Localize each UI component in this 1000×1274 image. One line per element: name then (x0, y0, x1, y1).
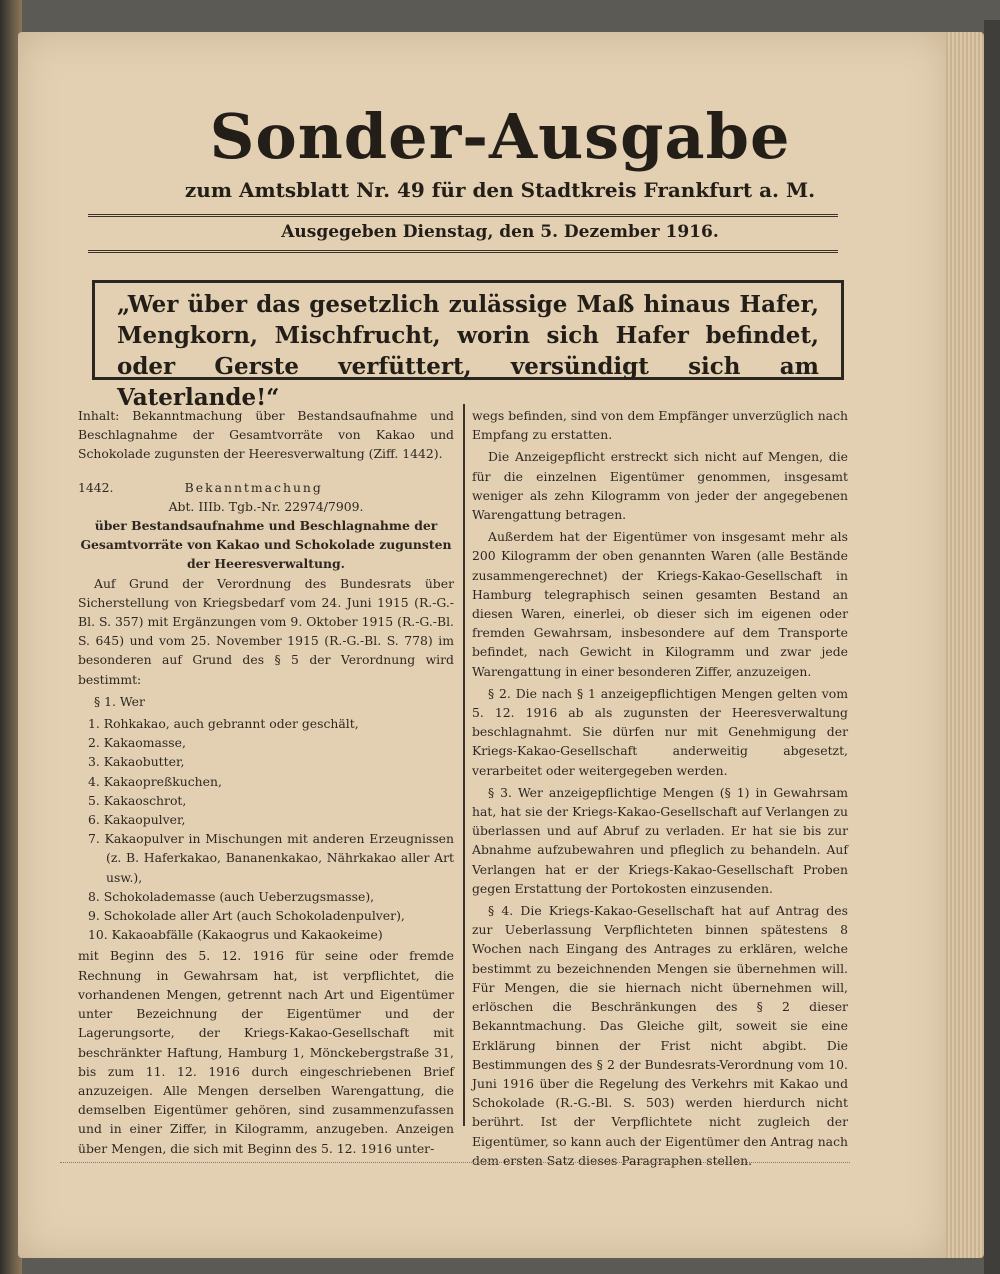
goods-list (78, 714, 454, 944)
double-rule-top (88, 214, 838, 217)
page-edges (946, 32, 984, 1258)
list-item: 3. Kakaobutter, (88, 754, 185, 770)
section-1-lead: § 1. Wer (94, 693, 145, 709)
notice-intro: Auf Grund der Verordnung des Bundesrats über Sicherstellung von Kriegsbedarf vom 24. Juni 1915 (R.-G.-Bl. S. 357) mit Ergänzungen vom 9. Oktober 1915 (R.-G.-Bl. S. 645) und vom 25. November 1915 (R.-G.-Bl. S. 778) im besonderen auf Grund des § 5 der Verordnung wird bestimmt: (78, 575, 454, 687)
contents-summary: Inhalt: Bekanntmachung über Bestandsaufnahme und Beschlagnahme der Gesamtvorräte von Kakao und Schokolade zugunsten der Heeresverwaltung (Ziff. 1442). (78, 408, 454, 462)
list-item: 8. Schokolademasse (auch Ueberzugsmasse), (88, 888, 375, 904)
left-column (78, 406, 454, 1161)
right-column (472, 406, 848, 1173)
book-cover-edge (984, 20, 1000, 1274)
notice-subject: über Bestandsaufnahme und Beschlagnahme der Gesamtvorräte von Kakao und Schokolade zugunsten der Heeresverwaltung. (80, 518, 452, 572)
paragraph: wegs befinden, sind von dem Empfänger unverzüglich nach Empfang zu erstatten. (472, 408, 848, 443)
list-item: 4. Kakaopreßkuchen, (88, 773, 222, 789)
list-item: 9. Schokolade aller Art (auch Schokoladenpulver), (88, 908, 405, 924)
masthead-title: Sonder-Ausgabe (209, 100, 791, 173)
section-2: § 2. Die nach § 1 anzeigepflichtigen Mengen gelten vom 5. 12. 1916 ab als zugunsten der Heeresverwaltung beschlagnahmt. Sie dürfen nur mit Genehmigung der Kriegs-Kakao-Gesellschaft anderweitig abgesetzt, verarbeitet oder weitergegeben werden. (472, 685, 848, 778)
double-rule-bottom (88, 250, 838, 253)
list-item: 10. Kakaoabfälle (Kakaogrus und Kakaokeime) (88, 927, 383, 943)
list-item: 7. Kakaopulver in Mischungen mit anderen Erzeugnissen (z. B. Haferkakao, Bananenkakao, Nährkakao aller Art usw.), (88, 831, 454, 885)
list-item: 2. Kakaomasse, (88, 735, 186, 751)
issue-date: Ausgegeben Dienstag, den 5. Dezember 1916. (281, 222, 719, 242)
section-3: § 3. Wer anzeigepflichtige Mengen (§ 1) in Gewahrsam hat, hat sie der Kriegs-Kakao-Gesellschaft auf Verlangen zu überlassen und auf Abruf zu verladen. Er hat sie bis zur Abnahme aufzubewahren und pfleglich zu behandeln. Auf Verlangen hat er der Kriegs-Kakao-Gesellschaft Proben gegen Erstattung der Portokosten einzusenden. (472, 784, 848, 896)
section-1-text: mit Beginn des 5. 12. 1916 für seine oder fremde Rechnung in Gewahrsam hat, ist verpflichtet, die vorhandenen Mengen, getrennt nach Art und Eigentümer unter Bezeichnung der Eigentümer und der Lagerungsorte, der Kriegs-Kakao-Gesellschaft mit beschränkter Haftung, Hamburg 1, Mönckebergstraße 31, bis zum 11. 12. 1916 durch eingeschriebenen Brief anzuzeigen. Alle Mengen derselben Warengattung, die demselben Eigentümer gehören, sind zusammenzufassen und in einer Ziffer, in Kilogramm, anzugeben. Anzeigen über Mengen, die sich mit Beginn des 5. 12. 1916 unter- (78, 948, 454, 1156)
masthead-subtitle: zum Amtsblatt Nr. 49 für den Stadtkreis Frankfurt a. M. (184, 178, 816, 202)
list-item: 5. Kakaoschrot, (88, 792, 187, 808)
list-item: 6. Kakaopulver, (88, 812, 186, 828)
paragraph: Außerdem hat der Eigentümer von insgesamt mehr als 200 Kilogramm der oben genannten Waren (alle Bestände zusammengerechnet) der Kriegs-Kakao-Gesellschaft in Hamburg telegraphisch seinen gesamten Bestand an diesen Waren, einerlei, ob dieser sich im eigenen oder fremden Gewahrsam, insbesondere auf dem Transporte befindet, nach Gewicht in Kilogramm und zwar jede Warengattung in einer besonderen Ziffer, anzuzeigen. (472, 529, 848, 679)
boxed-slogan: „Wer über das gesetzlich zulässige Maß hinaus Hafer, Mengkorn, Mischfrucht, worin sich Hafer befindet, oder Gerste verfüttert, versündigt sich am Vaterlande!“ (92, 280, 844, 380)
section-4: § 4. Die Kriegs-Kakao-Gesellschaft hat auf Antrag des zur Ueberlassung Verpflichteten binnen spätestens 8 Wochen nach Eingang des Antrages zu erklären, welche bestimmt zu bezeichnenden Mengen sie übernehmen will. Für Mengen, die sie hiernach nicht übernehmen will, erlöschen die Beschränkungen des § 2 dieser Bekanntmachung. Das Gleiche gilt, soweit sie eine Erklärung binnen der Frist nicht abgibt. Die Bestimmungen des § 2 der Bundesrats-Verordnung vom 10. Juni 1916 über die Regelung des Verkehrs mit Kakao und Schokolade (R.-G.-Bl. S. 503) werden hierdurch nicht berührt. Ist der Verpflichtete nicht zugleich der Eigentümer, so kann auch der Eigentümer den Antrag nach dem ersten Satz dieses Paragraphen stellen. (472, 903, 848, 1168)
list-item: 1. Rohkakao, auch gebrannt oder geschält, (88, 716, 359, 732)
notice-header (78, 478, 454, 497)
paragraph: Die Anzeigepflicht erstreckt sich nicht auf Mengen, die für die einzelnen Eigentümer genommen, insgesamt weniger als zehn Kilogramm von jeder der angegebenen Warengattung betragen. (472, 449, 848, 523)
footer-rule (60, 1162, 850, 1163)
notice-heading: Bekanntmachung (184, 479, 323, 495)
column-divider (463, 404, 465, 1126)
notice-reference: Abt. IIIb. Tgb.-Nr. 22974/7909. (168, 498, 364, 514)
notice-number: 1442. (78, 479, 114, 495)
